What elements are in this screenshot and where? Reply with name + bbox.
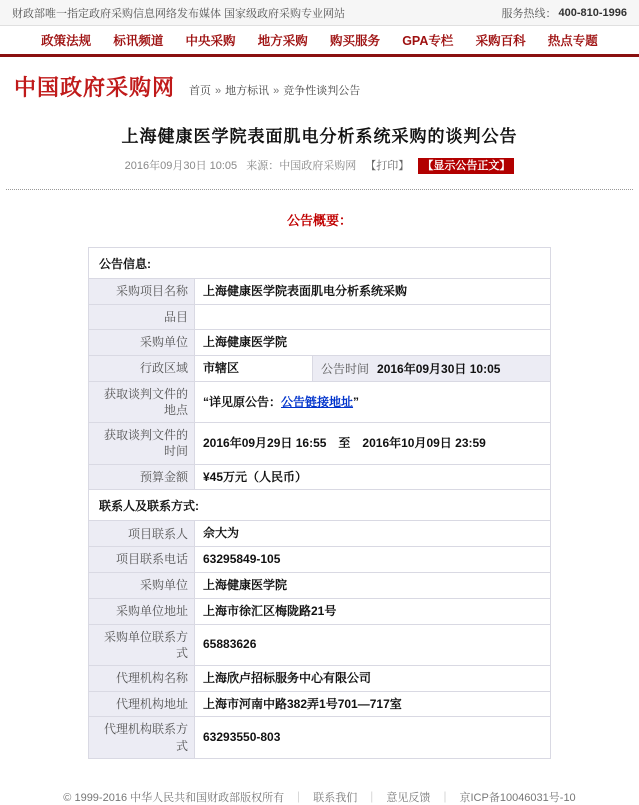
agency-name-value: 上海欣卢招标服务中心有限公司 — [195, 665, 551, 691]
row-label: 代理机构地址 — [89, 691, 195, 717]
row-label: 获取谈判文件的时间 — [89, 423, 195, 464]
nav-item-encyclopedia[interactable]: 采购百科 — [475, 34, 526, 48]
publish-date: 2016年09月30日 10:05 — [124, 160, 238, 172]
row-label: 采购单位 — [89, 572, 195, 598]
table-row — [89, 329, 551, 355]
feedback-link[interactable]: 意见反馈 — [386, 791, 431, 804]
table-row — [89, 423, 551, 464]
site-logo[interactable]: 中国政府采购网 — [14, 75, 176, 100]
doc-location-suffix: ” — [353, 394, 360, 409]
row-label: 采购单位联系方式 — [89, 624, 195, 665]
announce-time-value: 2016年09月30日 10:05 — [377, 361, 501, 376]
table-row — [89, 691, 551, 717]
project-name-value: 上海健康医学院表面肌电分析系统采购 — [195, 279, 551, 305]
table-row-region — [89, 355, 551, 381]
contact-person-value: 佘大为 — [195, 521, 551, 547]
footer-divider: ｜ — [366, 791, 378, 804]
announce-time-label: 公告时间 — [321, 361, 370, 376]
announcement-link[interactable]: 公告链接地址 — [281, 394, 354, 409]
nav-item-local[interactable]: 地方采购 — [257, 34, 308, 48]
row-label: 采购项目名称 — [89, 279, 195, 305]
table-row — [89, 624, 551, 665]
article-meta — [0, 157, 639, 173]
article-source: 来源：中国政府采购网 — [246, 160, 357, 172]
table-row — [89, 547, 551, 573]
breadcrumb-local-tenders[interactable]: 地方标讯 — [225, 85, 270, 97]
breadcrumb-current: 竞争性谈判公告 — [283, 85, 361, 97]
announcement-summary — [88, 247, 551, 759]
info-table — [88, 247, 551, 759]
table-section-header — [89, 490, 551, 521]
category-value — [195, 304, 551, 329]
doc-time-value: 2016年09月29日 16:55 至 2016年10月09日 23:59 — [195, 423, 551, 464]
table-row — [89, 598, 551, 624]
show-notice-button[interactable]: 【显示公告正文】 — [418, 158, 514, 174]
agency-contact-value: 63293550-803 — [195, 717, 551, 758]
footer-divider: ｜ — [293, 791, 305, 804]
page-title: 上海健康医学院表面肌电分析系统采购的谈判公告 — [121, 127, 518, 146]
breadcrumb-separator: » — [273, 85, 280, 97]
row-label: 获取谈判文件的地点 — [89, 381, 195, 422]
nav-item-services[interactable]: 购买服务 — [329, 34, 380, 48]
page-footer — [0, 789, 639, 805]
nav-item-gpa[interactable]: GPA专栏 — [402, 34, 454, 48]
row-label: 行政区域 — [89, 355, 195, 381]
dotted-divider — [6, 189, 633, 190]
purchaser-contact-value: 65883626 — [195, 624, 551, 665]
doc-location-value — [195, 381, 551, 422]
hotline-number: 400-810-1996 — [558, 6, 627, 19]
purchaser-unit-value: 上海健康医学院 — [195, 572, 551, 598]
section-announcement-info: 公告信息: — [89, 248, 551, 279]
purchaser-value: 上海健康医学院 — [195, 329, 551, 355]
row-label: 采购单位地址 — [89, 598, 195, 624]
top-strip — [0, 0, 639, 26]
table-row — [89, 521, 551, 547]
header-row — [0, 57, 639, 112]
table-row — [89, 572, 551, 598]
doc-location-prefix: “详见原公告： — [203, 394, 282, 409]
table-row — [89, 279, 551, 305]
nav-item-tenders[interactable]: 标讯频道 — [113, 34, 164, 48]
budget-value: ¥45万元（人民币） — [195, 464, 551, 490]
row-label: 项目联系电话 — [89, 547, 195, 573]
breadcrumb-home[interactable]: 首页 — [189, 85, 212, 97]
table-row-doc-location — [89, 381, 551, 422]
row-label: 品目 — [89, 304, 195, 329]
nav-item-hot-topics[interactable]: 热点专题 — [547, 34, 598, 48]
main-nav — [0, 26, 639, 54]
service-hotline — [501, 5, 627, 21]
row-label: 代理机构名称 — [89, 665, 195, 691]
icp-number: 京ICP备10046031号-10 — [459, 791, 576, 804]
print-button[interactable]: 【打印】 — [365, 160, 410, 172]
section-contact-info: 联系人及联系方式: — [89, 490, 551, 521]
purchaser-address-value: 上海市徐汇区梅陇路21号 — [195, 598, 551, 624]
copyright-text: © 1999-2016 中华人民共和国财政部版权所有 — [63, 791, 285, 804]
row-label: 项目联系人 — [89, 521, 195, 547]
announce-time-cell — [313, 355, 551, 381]
breadcrumb — [189, 82, 360, 102]
row-label: 预算金额 — [89, 464, 195, 490]
hotline-label: 服务热线： — [501, 7, 557, 20]
contact-us-link[interactable]: 联系我们 — [313, 791, 358, 804]
table-row — [89, 717, 551, 758]
site-slogan: 财政部唯一指定政府采购信息网络发布媒体 国家级政府采购专业网站 — [12, 7, 346, 20]
summary-heading: 公告概要： — [286, 213, 352, 228]
table-row — [89, 464, 551, 490]
row-label: 采购单位 — [89, 329, 195, 355]
nav-item-policy[interactable]: 政策法规 — [41, 34, 92, 48]
contact-phone-value: 63295849-105 — [195, 547, 551, 573]
footer-divider: ｜ — [439, 791, 451, 804]
table-row — [89, 304, 551, 329]
table-row — [89, 665, 551, 691]
row-label: 代理机构联系方式 — [89, 717, 195, 758]
agency-address-value: 上海市河南中路382弄1号701—717室 — [195, 691, 551, 717]
nav-item-central[interactable]: 中央采购 — [185, 34, 236, 48]
table-section-header — [89, 248, 551, 279]
breadcrumb-separator: » — [215, 85, 222, 97]
region-value: 市辖区 — [195, 355, 313, 381]
